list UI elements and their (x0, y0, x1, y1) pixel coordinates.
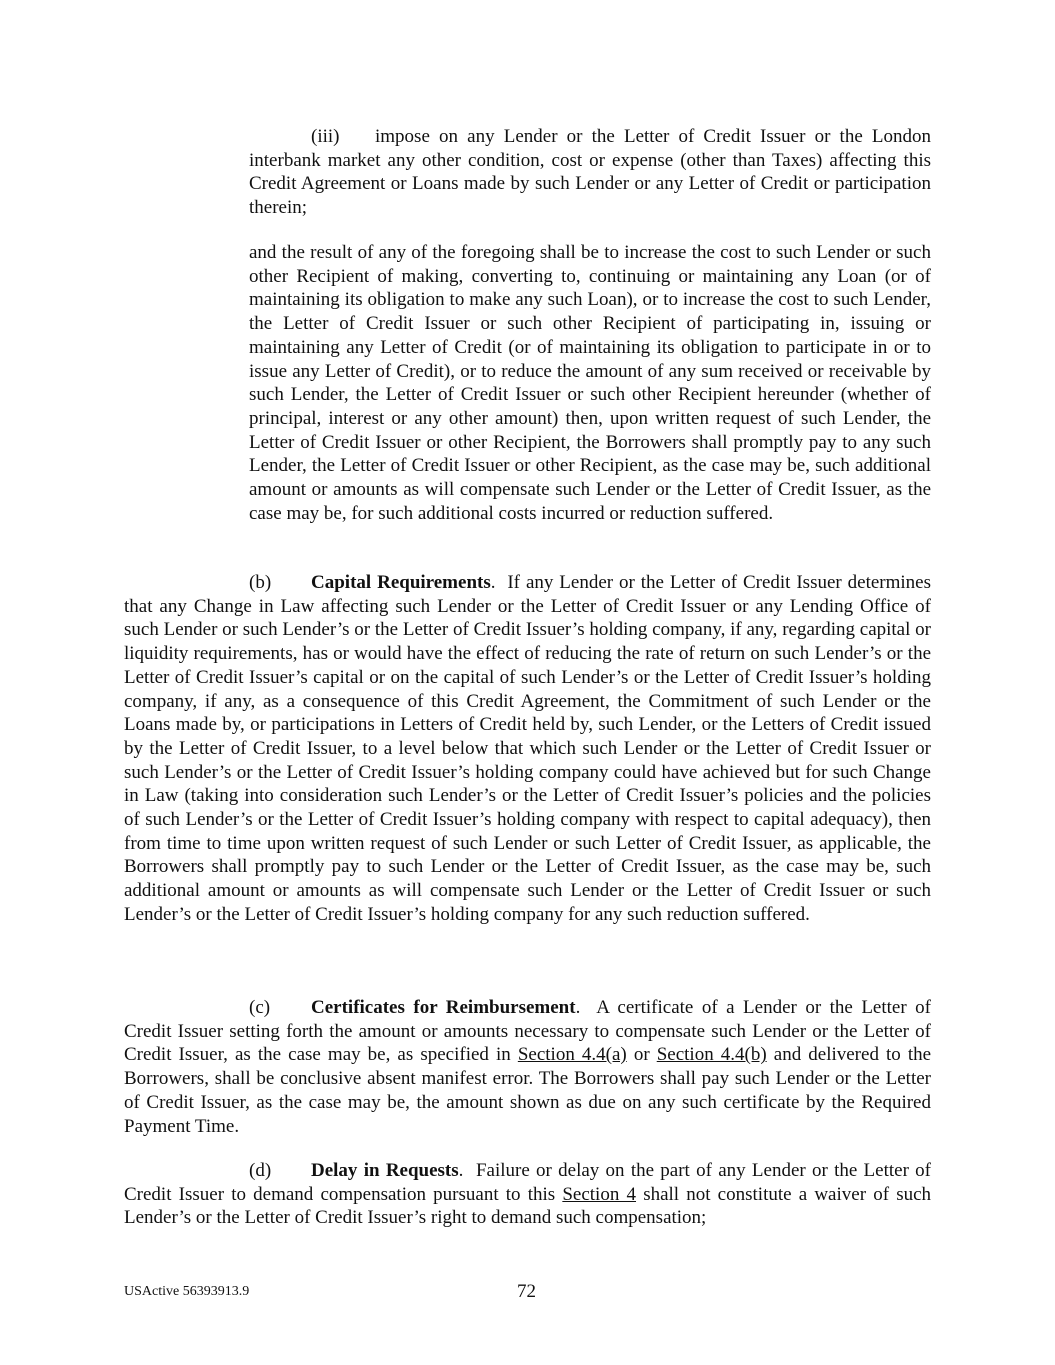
clause-iii (249, 125, 931, 220)
result-paragraph: and the result of any of the foregoing shall be to increase the cost to such Lender or such other Recipient of making, converting to, continuing or maintaining any Loan (or of maintaining its obligation to make any such Loan), or to increase the cost to such Lender, the Letter of Credit Issuer or such other Recipient of participating in, issuing or maintaining any Letter of Credit (or of maintaining its obligation to participate in or to issue any Letter of Credit), or to reduce the amount of any sum received or receivable by such Lender, the Letter of Credit Issuer or such other Recipient hereunder (whether of principal, interest or any other amount) then, upon written request of such Lender, the Letter of Credit Issuer or other Recipient, the Borrowers shall promptly pay to any such Lender, the Letter of Credit Issuer or other Recipient, as the case may be, such additional amount or amounts as will compensate such Lender or the Letter of Credit Issuer, as the case may be, for such additional costs incurred or reduction suffered. (249, 242, 931, 524)
section-b: (b) Capital Requirements. If any Lender or the Letter of Credit Issuer determines that any Change in Law affecting such Lender or the Letter of Credit Issuer or any Lending Office of such Lender or such Lender’s or the Letter of Credit Issuer’s holding company, if any, regarding capital or liquidity requirements, has or would have the effect of reducing the rate of return on such Lender’s or the Letter of Credit Issuer’s capital or on the capital of such Lender’s or the Letter of Credit Issuer’s holding company, if any, as a consequence of this Credit Agreement, the Commitment of such Lender or the Loans made by, or participations in Letters of Credit held by, such Lender, or the Letters of Credit issued by the Letter of Credit Issuer, to a level below that which such Lender or the Letter of Credit Issuer or such Lender’s or the Letter of Credit Issuer’s holding company could have achieved but for such Change in Law (taking into consideration such Lender’s or the Letter of Credit Issuer’s policies and the policies of such Lender’s or the Letter of Credit Issuer’s holding company with respect to capital adequacy), then from time to time upon written request of such Lender or such Letter of Credit Issuer, as applicable, the Borrowers shall promptly pay to such Lender or the Letter of Credit Issuer, as the case may be, such additional amount or amounts as will compensate such Lender or the Letter of Credit Issuer or such Lender’s or the Letter of Credit Issuer’s holding company for any such reduction suffered. (124, 572, 932, 925)
section-b-heading: Capital Requirements (311, 572, 491, 593)
footer-doc-id: USActive 56393913.9 (124, 1284, 250, 1299)
section-b-number: (b) (249, 572, 272, 593)
footer-page-number: 72 (517, 1281, 536, 1302)
section-c-text-2: or (633, 1044, 650, 1066)
section-c-text-3: and delivered to the Borrowers, shall be conclusive absent manifest error. The Borrowers shall pay such Lender or the Letter of Credit Issuer, as the case may be, the amount shown as due on any such certificate by the Required Payment Time. (124, 1044, 932, 1137)
section-b-text: If any Lender or the Letter of Credit Issuer determines that any Change in Law affecting such Lender or the Letter of Credit Issuer or any Lending Office of such Lender or such Lender’s or the Letter of Credit Issuer’s holding company, if any, regarding capital or liquidity requirements, has or would have the effect of reducing the rate of return on such Lender’s or the Letter of Credit Issuer’s capital or on the capital of such Lender’s or the Letter of Credit Issuer’s holding company, if any, as a consequence of this Credit Agreement, the Commitment of such Lender or the Loans made by, or participations in Letters of Credit held by, such Lender, or the Letters of Credit issued by the Letter of Credit Issuer, to a level below that which such Lender or the Letter of Credit Issuer or such Lender’s or the Letter of Credit Issuer’s holding company could have achieved but for such Change in Law (taking into consideration such Lender’s or the Letter of Credit Issuer’s policies and the policies of such Lender’s or the Letter of Credit Issuer’s holding company with respect to capital adequacy), then from time to time upon written request of such Lender or such Letter of Credit Issuer, as applicable, the Borrowers shall promptly pay to such Lender or the Letter of Credit Issuer, as the case may be, such additional amount or amounts as will compensate such Lender or the Letter of Credit Issuer or such Lender’s or the Letter of Credit Issuer’s holding company for any such reduction suffered. (124, 572, 932, 925)
section-c-number: (c) (249, 997, 271, 1018)
section-d-text-1: Failure or delay on the part of any Lender or the Letter of Credit Issuer to demand compensation pursuant to this (124, 1160, 931, 1205)
section-c-text-1: A certificate of a Lender or the Letter of Credit Issuer setting forth the amount or amounts necessary to compensate such Lender or the Letter of Credit Issuer, as the case may be, as specified in (124, 997, 931, 1066)
clause-iii-number: (iii) (311, 126, 340, 147)
section-c-heading: Certificates for Reimbursement (311, 997, 576, 1018)
section-4-4a-link[interactable]: Section 4.4(a) (517, 1044, 627, 1066)
section-d-heading: Delay in Requests (311, 1160, 459, 1181)
section-c: (c) Certificates for Reimbursement. A certificate of a Lender or the Letter of Credit Issuer setting forth the amount or amounts necessary to compensate such Lender or the Letter of Credit Issuer, as the case may be, as specified in Section 4.4(a) or Section 4.4(b) and delivered to the Borrowers, shall be conclusive absent manifest error. The Borrowers shall pay such Lender or the Letter of Credit Issuer, as the case may be, the amount shown as due on any such certificate by the Required Payment Time. (124, 997, 932, 1137)
section-d: (d) Delay in Requests. Failure or delay on the part of any Lender or the Letter of Credit Issuer to demand compensation pursuant to this Section 4 shall not constitute a waiver of such Lender’s or the Letter of Credit Issuer’s right to demand such compensation; (124, 1160, 932, 1229)
section-d-text-2: shall not constitute a waiver of such Lender’s or the Letter of Credit Issuer’s right to demand such compensation; (124, 1183, 932, 1229)
section-d-number: (d) (249, 1160, 272, 1181)
section-4-link[interactable]: Section 4 (562, 1183, 637, 1205)
section-4-4b-link[interactable]: Section 4.4(b) (656, 1044, 767, 1066)
clause-iii-text: impose on any Lender or the Letter of Credit Issuer or the London interbank market any other condition, cost or expense (other than Taxes) affecting this Credit Agreement or Loans made by such Lender or any Letter of Credit or participation therein; (249, 126, 931, 219)
